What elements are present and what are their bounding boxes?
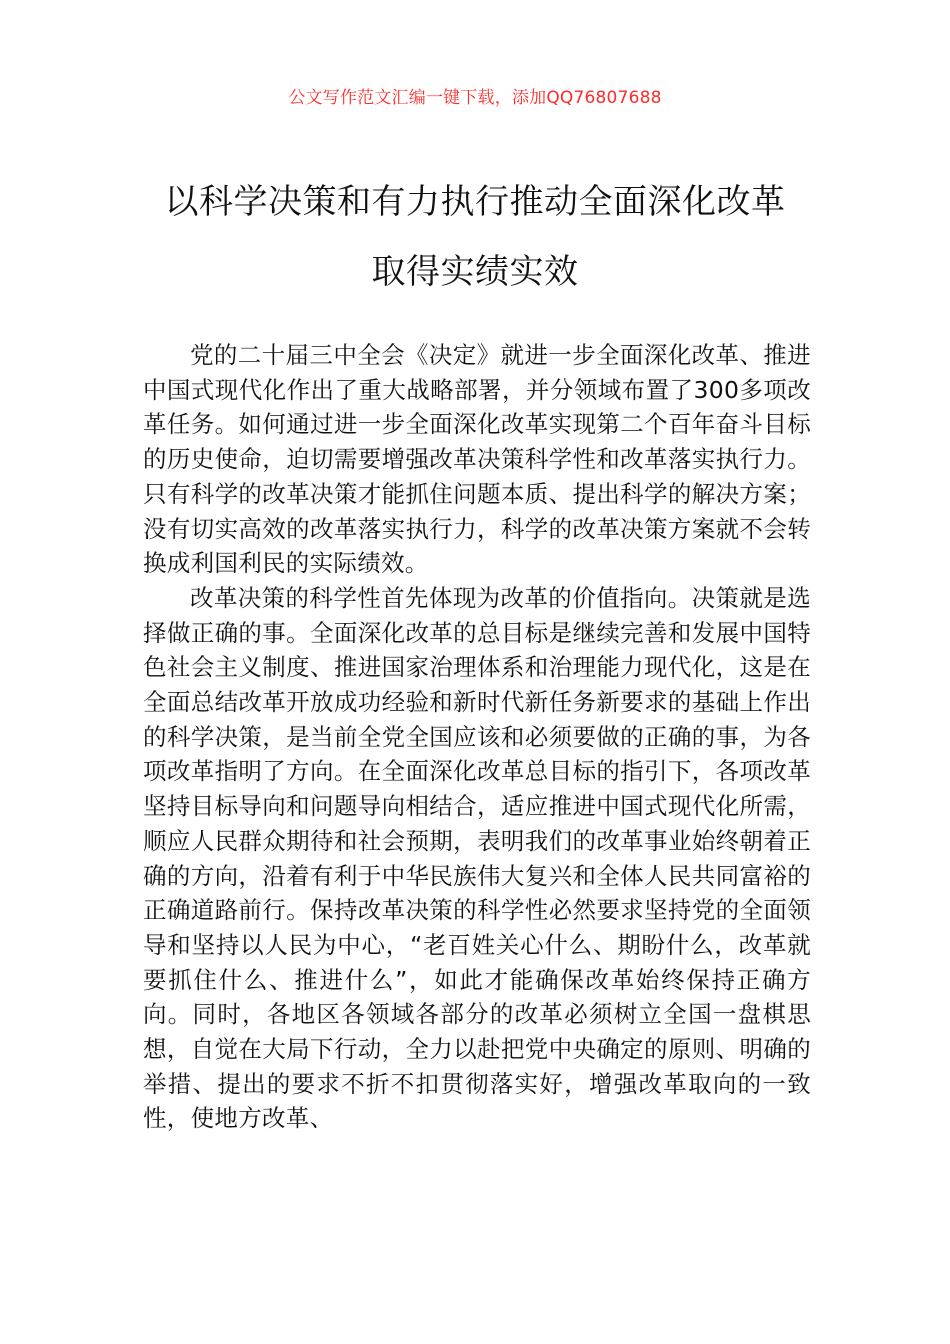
document-title-line-2: 取得实绩实效 bbox=[371, 252, 579, 292]
document-body bbox=[143, 338, 811, 1136]
download-promo-note: 公文写作范文汇编一键下载，添加QQ76807688 bbox=[288, 88, 662, 108]
body-paragraph-2: 改革决策的科学性首先体现为改革的价值指向。决策就是选择做正确的事。全面深化改革的总目标是继续完善和发展中国特色社会主义制度、推进国家治理体系和治理能力现代化，这是在全面总结改革开放成功经验和新时代新任务新要求的基础上作出的科学决策，是当前全党全国应该和必须要做的正确的事，为各项改革指明了方向。在全面深化改革总目标的指引下，各项改革坚持目标导向和问题导向相结合，适应推进中国式现代化所需，顺应人民群众期待和社会预期，表明我们的改革事业始终朝着正确的方向，沿着有利于中华民族伟大复兴和全体人民共同富裕的正确道路前行。保持改革决策的科学性必然要求坚持党的全面领导和坚持以人民为中心，“老百姓关心什么、期盼什么，改革就要抓住什么、推进什么”，如此才能确保改革始终保持正确方向。同时，各地区各领域各部分的改革必须树立全国一盘棋思想，自觉在大局下行动，全力以赴把党中央确定的原则、明确的举措、提出的要求不折不扣贯彻落实好，增强改革取向的一致性，使地方改革、 bbox=[143, 583, 811, 1133]
body-paragraph-1: 党的二十届三中全会《决定》就进一步全面深化改革、推进中国式现代化作出了重大战略部署，并分领域布置了300多项改革任务。如何通过进一步全面深化改革实现第二个百年奋斗目标的历史使命，迫切需要增强改革决策科学性和改革落实执行力。只有科学的改革决策才能抓住问题本质、提出科学的解决方案；没有切实高效的改革落实执行力，科学的改革决策方案就不会转换成利国利民的实际绩效。 bbox=[143, 341, 811, 578]
document-title-line-1: 以科学决策和有力执行推动全面深化改革 bbox=[164, 182, 786, 222]
